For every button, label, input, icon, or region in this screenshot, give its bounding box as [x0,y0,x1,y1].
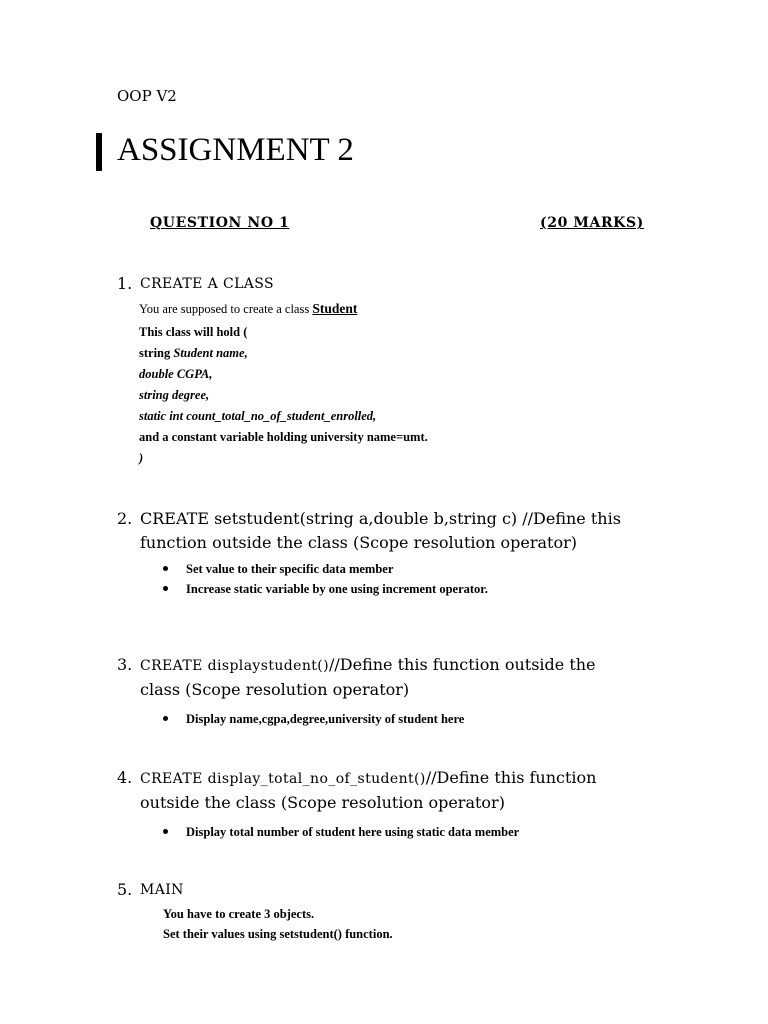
item-1-body [139,298,428,469]
heading-bar [96,133,102,171]
item-line-b: //Define this function [425,768,597,787]
question-heading: QUESTION NO 1 [150,215,290,231]
item-line: outside the class (Scope resolution operator) [140,793,505,812]
close-line: ) [139,451,144,465]
field-line: string degree, [139,388,210,402]
item-3-bullets [163,709,464,729]
item-number: 2. [117,509,133,528]
intro-text: You are supposed to create a class [139,302,313,316]
item-line: CREATE setstudent(string a,double b,string c) //Define this [140,509,621,528]
item-number: 4. [117,768,133,787]
page-title: ASSIGNMENT 2 [117,132,354,168]
bullet-item: Set value to their specific data member [163,559,488,579]
field-line: static int count_total_no_of_student_enrolled, [139,409,377,423]
item-heading [140,507,621,555]
item-line-b: //Define this function outside the [329,655,596,674]
body-line: Set their values using setstudent() function. [163,927,393,941]
field-line [139,343,428,364]
constant-line: and a constant variable holding university name=umt. [139,430,428,444]
item-number: 1. [117,274,133,293]
course-code: OOP V2 [117,87,177,105]
body-line: You have to create 3 objects. [163,907,315,921]
item-line-a: CREATE display_total_no_of_student() [140,771,426,787]
item-number: 5. [117,880,133,899]
intro-line [139,298,428,320]
field-type: string [139,346,174,360]
item-heading [140,766,596,815]
bullet-item: Display name,cgpa,degree,university of student here [163,709,464,729]
item-5-body [163,904,393,944]
item-number: 3. [117,655,133,674]
item-heading [140,653,596,702]
field-line: double CGPA, [139,367,213,381]
item-heading: MAIN [140,882,184,898]
item-line: class (Scope resolution operator) [140,680,410,699]
hold-line: This class will hold ( [139,325,248,339]
item-line-a: CREATE displaystudent() [140,658,329,674]
item-4-bullets [163,822,519,842]
question-marks: (20 MARKS) [540,215,644,231]
bullet-item: Increase static variable by one using increment operator. [163,579,488,599]
item-2-bullets [163,559,488,599]
item-line: function outside the class (Scope resolution operator) [140,533,577,552]
field-name: Student name, [173,346,248,360]
item-heading: CREATE A CLASS [140,276,275,292]
bullet-item: Display total number of student here using static data member [163,822,519,842]
class-name: Student [312,301,358,316]
